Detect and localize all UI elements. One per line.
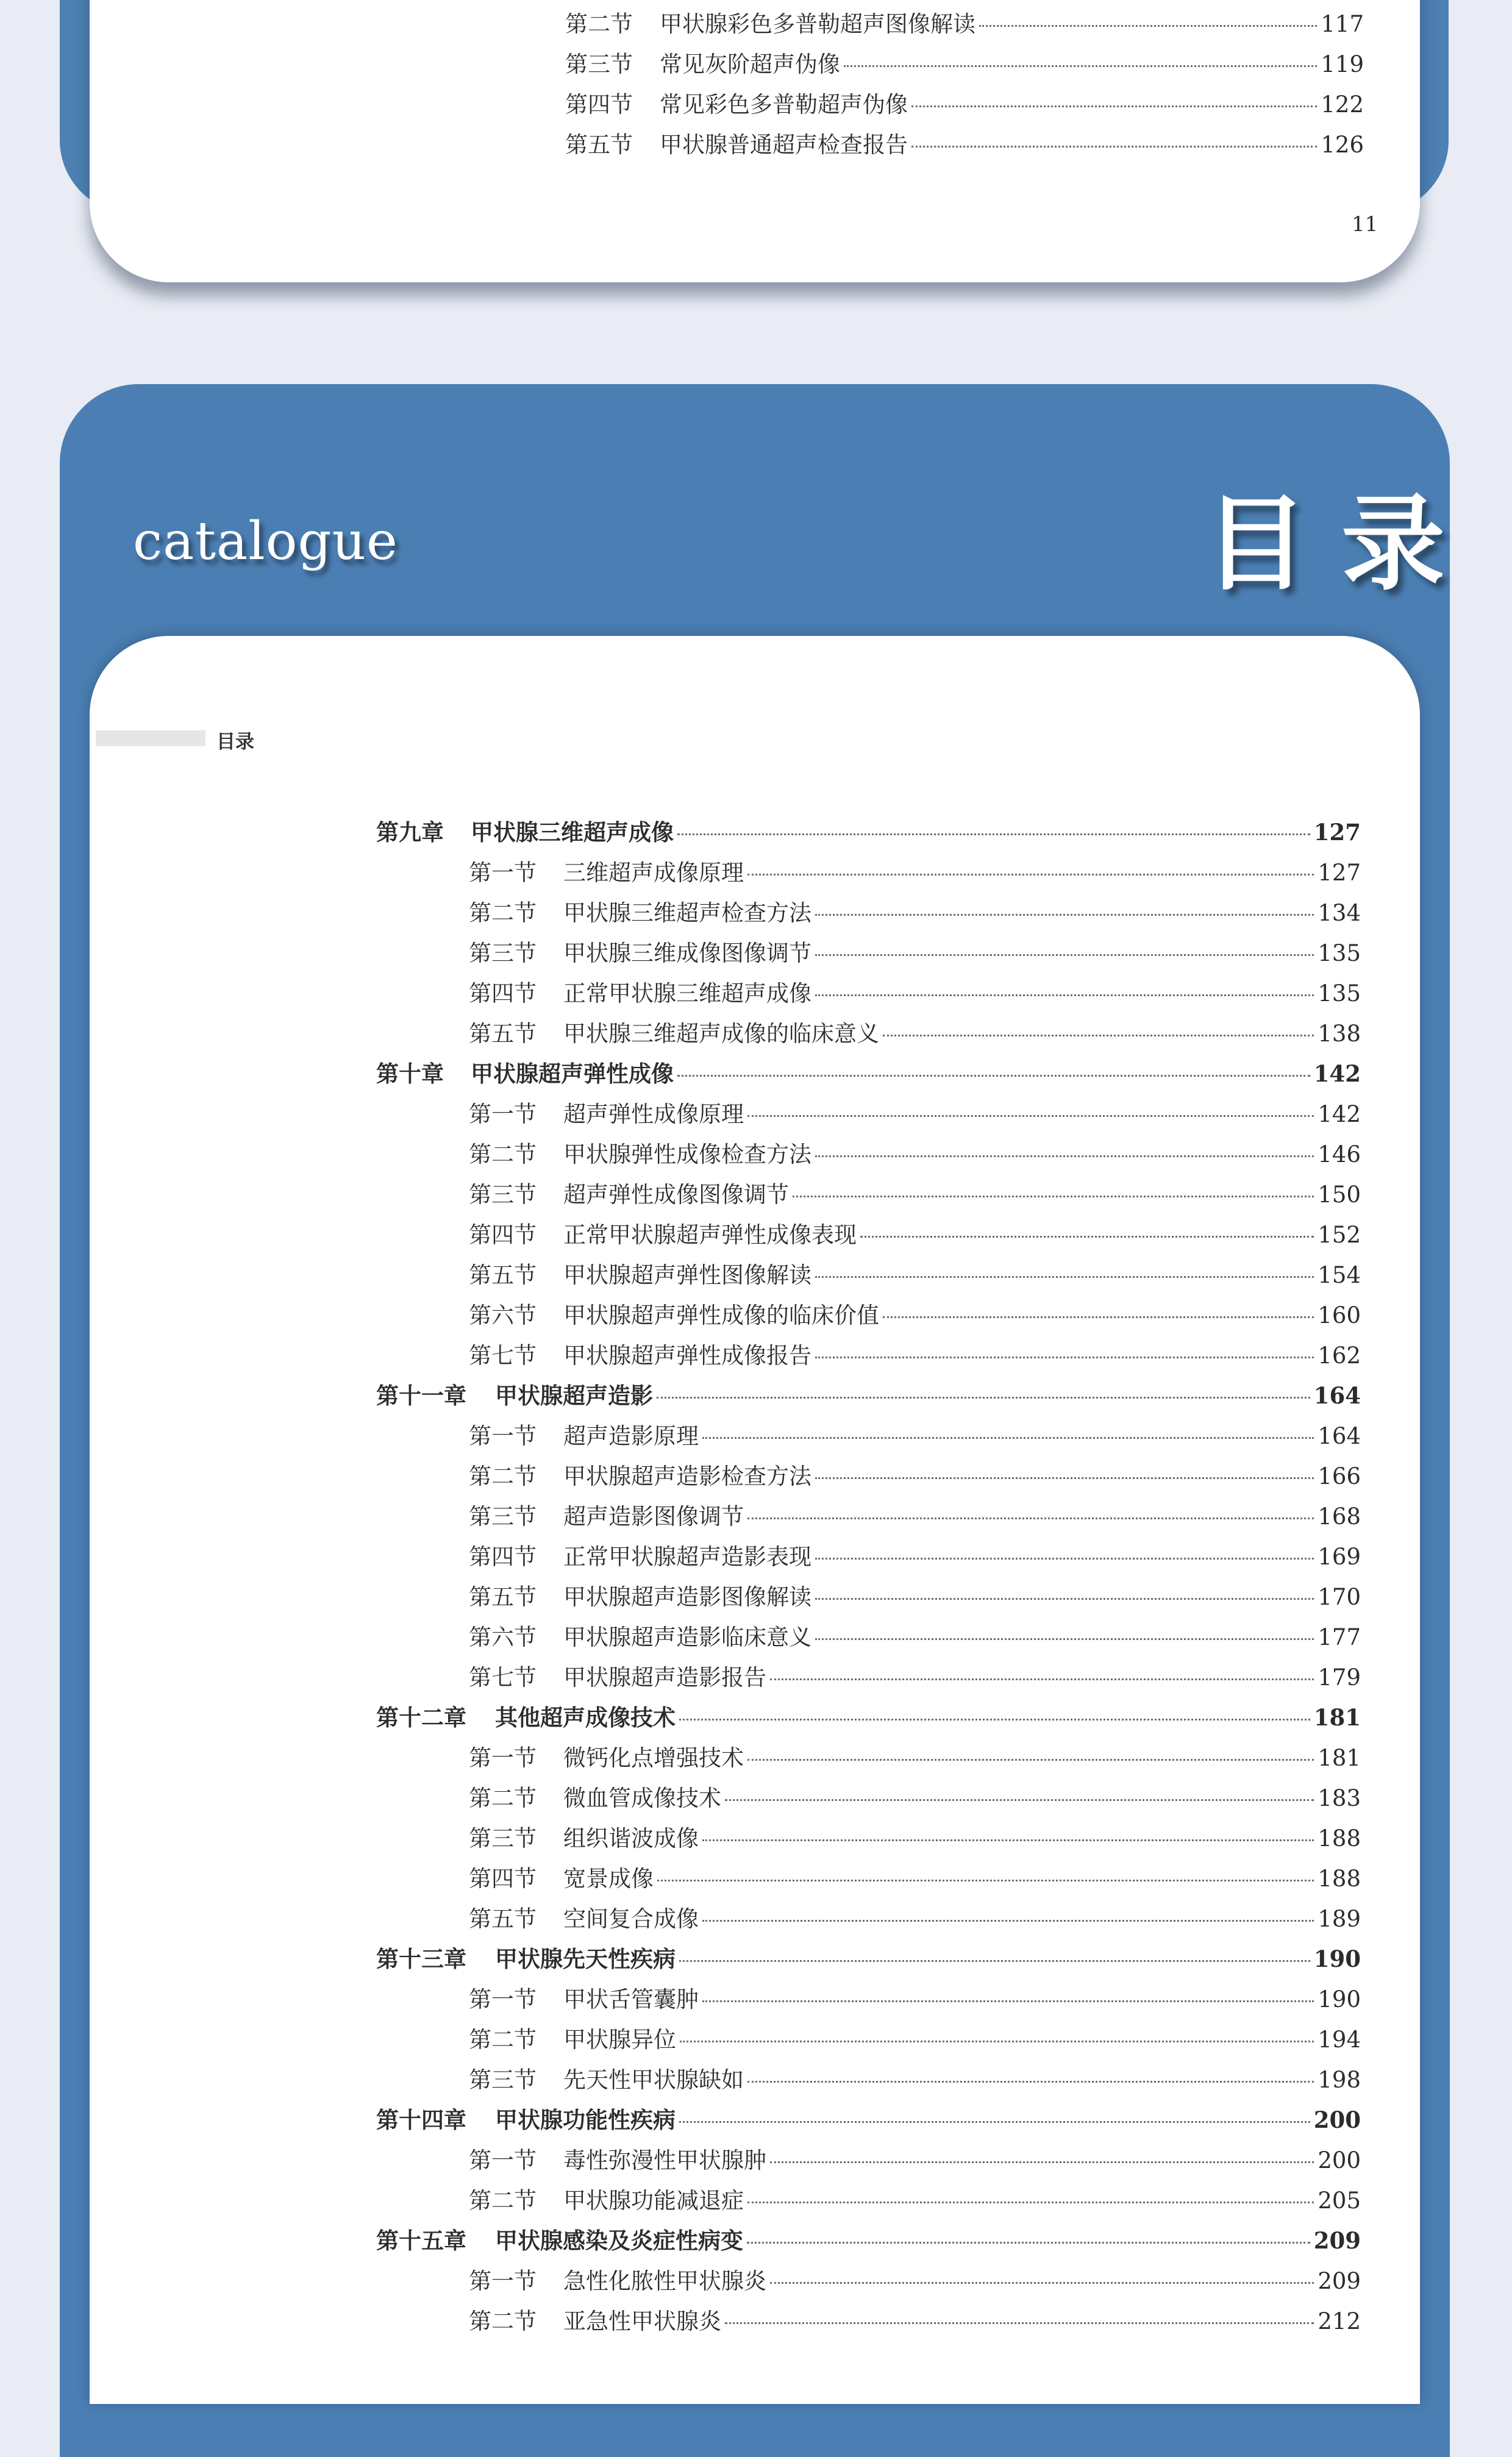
section-label: 第一节 <box>469 2268 537 2294</box>
section-title: 甲状腺普通超声检查报告 <box>660 132 908 158</box>
section-label: 第五节 <box>469 1262 537 1288</box>
chapter-label: 第十三章 <box>376 1945 466 1972</box>
page-number: 190 <box>1318 1986 1361 2013</box>
toc-chapter-row <box>376 1699 1361 1739</box>
leader-dots <box>702 1920 1314 1922</box>
section-label: 第六节 <box>469 1302 537 1328</box>
toc-section-row <box>376 2182 1361 2222</box>
page-number: 127 <box>1313 819 1361 846</box>
page-number: 179 <box>1318 1664 1361 1691</box>
section-label: 第四节 <box>469 1222 537 1248</box>
section-title: 甲状腺功能减退症 <box>563 2188 744 2214</box>
page-number: 164 <box>1313 1382 1361 1409</box>
toc-section-row <box>376 1176 1361 1216</box>
section-label: 第一节 <box>469 1745 537 1771</box>
toc-section-row <box>376 2061 1361 2102</box>
chapter-label: 第九章 <box>376 819 444 846</box>
leader-dots <box>677 1075 1310 1077</box>
section-title: 甲状腺三维超声检查方法 <box>563 900 811 926</box>
toc-section-row <box>474 0 1364 5</box>
leader-dots <box>815 1638 1314 1640</box>
leader-dots <box>679 1960 1310 1962</box>
page-number: 164 <box>1318 1423 1361 1449</box>
toc-section-row <box>376 1458 1361 1498</box>
leader-dots <box>747 1517 1314 1519</box>
leader-dots <box>725 1799 1314 1801</box>
toc-section-row <box>376 1659 1361 1699</box>
section-title: 正常甲状腺三维超声成像 <box>563 980 811 1007</box>
chapter-title: 甲状腺三维超声成像 <box>471 819 674 846</box>
leader-dots <box>657 1880 1314 1881</box>
leader-dots <box>844 65 1317 67</box>
page-number: 189 <box>1318 1906 1361 1932</box>
toc-section-row <box>376 1337 1361 1377</box>
section-label: 第三节 <box>469 2067 537 2093</box>
toc-section-row <box>474 126 1364 166</box>
chapter-label: 第十二章 <box>376 1704 466 1731</box>
chapter-title: 甲状腺先天性疾病 <box>495 1945 676 1972</box>
section-title: 常见彩色多普勒超声伪像 <box>660 91 908 118</box>
catalogue-heading: catalogue <box>133 511 398 572</box>
page-number: 160 <box>1318 1302 1361 1328</box>
section-label: 第一节 <box>469 860 537 886</box>
chapter-title: 甲状腺超声弹性成像 <box>471 1060 674 1087</box>
leader-dots <box>702 1437 1314 1439</box>
section-label: 第一节 <box>469 1986 537 2013</box>
page-number: 190 <box>1313 1945 1361 1972</box>
section-title: 甲状腺三维成像图像调节 <box>563 940 811 966</box>
leader-dots <box>770 2282 1314 2284</box>
section-title: 常见灰阶超声伪像 <box>660 51 840 77</box>
chapter-title: 甲状腺功能性疾病 <box>495 2106 676 2133</box>
section-title: 甲状腺超声造影图像解读 <box>563 1584 811 1610</box>
leader-dots <box>725 2322 1314 2324</box>
leader-dots <box>680 2041 1314 2042</box>
page-number: 135 <box>1318 980 1361 1007</box>
running-head-bar <box>96 730 205 746</box>
toc-section-row <box>376 1780 1361 1820</box>
section-label: 第二节 <box>565 11 633 37</box>
page-number: 212 <box>1318 2308 1361 2334</box>
page-number: 135 <box>1318 940 1361 966</box>
section-title: 甲状腺超声弹性图像解读 <box>563 1262 811 1288</box>
previous-page-toc <box>474 0 1364 166</box>
section-title: 甲状腺超声造影临床意义 <box>563 1624 811 1650</box>
previous-page-card <box>90 0 1420 282</box>
section-label: 第五节 <box>469 1021 537 1047</box>
section-label: 第五节 <box>469 1906 537 1932</box>
section-label: 第三节 <box>469 940 537 966</box>
section-label: 第七节 <box>469 1343 537 1369</box>
toc-section-row <box>376 935 1361 975</box>
leader-dots <box>860 1236 1314 1238</box>
toc-section-row <box>376 1739 1361 1780</box>
page-number: 183 <box>1318 1785 1361 1811</box>
chapter-label: 第十章 <box>376 1060 444 1087</box>
page-number: 152 <box>1318 1222 1361 1248</box>
chapter-label: 第十一章 <box>376 1382 466 1409</box>
section-label: 第三节 <box>469 1825 537 1852</box>
page-number: 170 <box>1318 1584 1361 1610</box>
section-title: 正常甲状腺超声弹性成像表现 <box>563 1222 857 1248</box>
chapter-title: 其他超声成像技术 <box>495 1704 676 1731</box>
section-label: 第二节 <box>469 900 537 926</box>
section-label: 第六节 <box>469 1624 537 1650</box>
toc-section-row <box>474 46 1364 86</box>
chapter-title: 甲状腺超声造影 <box>495 1382 653 1409</box>
toc-section-row <box>376 1297 1361 1337</box>
toc-chapter-row <box>376 1377 1361 1417</box>
section-title: 先天性甲状腺缺如 <box>563 2067 744 2093</box>
section-label: 第四节 <box>469 980 537 1007</box>
leader-dots <box>815 994 1314 996</box>
toc-section-row <box>376 2021 1361 2061</box>
leader-dots <box>883 1035 1314 1036</box>
section-label: 第二节 <box>469 2027 537 2053</box>
toc-section-row <box>376 1578 1361 1619</box>
chapter-title: 甲状腺感染及炎症性病变 <box>495 2227 743 2254</box>
toc-section-row <box>376 1538 1361 1578</box>
toc-section-row <box>474 5 1364 46</box>
table-of-contents <box>376 814 1361 2343</box>
section-title: 甲状腺三维超声成像的临床意义 <box>563 1021 879 1047</box>
section-title: 甲状腺超声造影报告 <box>563 1664 766 1691</box>
page-number: 188 <box>1318 1866 1361 1892</box>
page-number: 169 <box>1318 1544 1361 1570</box>
leader-dots <box>883 1316 1314 1318</box>
page-number: 126 <box>1321 132 1364 158</box>
section-title: 微钙化点增强技术 <box>563 1745 744 1771</box>
toc-section-row <box>474 86 1364 126</box>
section-title: 空间复合成像 <box>563 1906 699 1932</box>
section-title: 超声弹性成像图像调节 <box>563 1182 789 1208</box>
toc-section-row <box>376 1619 1361 1659</box>
section-title: 急性化脓性甲状腺炎 <box>563 2268 766 2294</box>
leader-dots <box>911 146 1317 148</box>
page-number: 122 <box>1321 91 1364 118</box>
page-number: 142 <box>1313 1060 1361 1087</box>
toc-section-row <box>376 2142 1361 2182</box>
toc-section-row <box>376 1981 1361 2021</box>
section-title: 甲状腺超声造影检查方法 <box>563 1463 811 1489</box>
toc-section-row <box>376 2263 1361 2303</box>
leader-dots <box>815 1155 1314 1157</box>
leader-dots <box>747 2202 1314 2203</box>
toc-section-row <box>376 854 1361 894</box>
section-label: 第四节 <box>469 1544 537 1570</box>
page-number: 117 <box>1321 11 1364 37</box>
leader-dots <box>979 25 1317 27</box>
toc-page-card <box>90 636 1420 2404</box>
section-title: 三维超声成像原理 <box>563 860 744 886</box>
toc-section-row <box>376 1216 1361 1257</box>
section-title: 正常甲状腺超声造影表现 <box>563 1544 811 1570</box>
page-number: 177 <box>1318 1624 1361 1650</box>
section-label: 第三节 <box>469 1182 537 1208</box>
section-title: 宽景成像 <box>563 1866 654 1892</box>
leader-dots <box>677 833 1310 835</box>
section-title: 甲状腺超声弹性成像报告 <box>563 1343 811 1369</box>
section-title: 微血管成像技术 <box>563 1785 721 1811</box>
section-label: 第二节 <box>469 1785 537 1811</box>
page-number: 198 <box>1318 2067 1361 2093</box>
toc-section-row <box>376 1498 1361 1538</box>
leader-dots <box>815 954 1314 956</box>
leader-dots <box>679 2121 1310 2123</box>
running-head: 目录 <box>216 731 254 753</box>
leader-dots <box>702 1839 1314 1841</box>
leader-dots <box>770 1678 1314 1680</box>
page-number: 146 <box>1318 1141 1361 1168</box>
page-number: 127 <box>1318 860 1361 886</box>
section-label: 第七节 <box>469 1664 537 1691</box>
leader-dots <box>770 2161 1314 2163</box>
page-number: 209 <box>1313 2227 1361 2254</box>
toc-section-row <box>376 1820 1361 1860</box>
leader-dots <box>815 1357 1314 1358</box>
toc-section-row <box>376 1136 1361 1176</box>
leader-dots <box>815 1477 1314 1479</box>
leader-dots <box>815 1598 1314 1600</box>
chapter-label: 第十五章 <box>376 2227 466 2254</box>
section-title: 甲状腺彩色多普勒超声图像解读 <box>660 11 975 37</box>
leader-dots <box>815 1276 1314 1278</box>
section-title: 超声造影图像调节 <box>563 1503 744 1530</box>
page-number: 150 <box>1318 1182 1361 1208</box>
section-label: 第二节 <box>469 2308 537 2334</box>
section-label: 第五节 <box>469 1584 537 1610</box>
section-label: 第三节 <box>469 1503 537 1530</box>
page-number: 166 <box>1318 1463 1361 1489</box>
toc-chapter-row <box>376 1055 1361 1096</box>
page-number: 162 <box>1318 1343 1361 1369</box>
page-number: 200 <box>1313 2106 1361 2133</box>
leader-dots <box>747 1115 1314 1117</box>
toc-section-row <box>376 975 1361 1015</box>
leader-dots <box>679 1719 1310 1721</box>
leader-dots <box>657 1397 1310 1399</box>
toc-section-row <box>376 1417 1361 1458</box>
leader-dots <box>815 1558 1314 1560</box>
section-title: 甲状腺弹性成像检查方法 <box>563 1141 811 1168</box>
section-label: 第一节 <box>469 1423 537 1449</box>
leader-dots <box>911 105 1317 107</box>
section-title: 亚急性甲状腺炎 <box>563 2308 721 2334</box>
page-number: 134 <box>1318 900 1361 926</box>
section-title: 甲状腺异位 <box>563 2027 676 2053</box>
page-number: 154 <box>1318 1262 1361 1288</box>
page-number: 119 <box>1321 51 1364 77</box>
page-number: 142 <box>1318 1101 1361 1127</box>
leader-dots <box>702 2000 1314 2002</box>
previous-page-number: 11 <box>1352 212 1378 237</box>
chapter-label: 第十四章 <box>376 2106 466 2133</box>
toc-section-row <box>376 2303 1361 2343</box>
section-label: 第二节 <box>469 1141 537 1168</box>
section-label: 第四节 <box>565 91 633 118</box>
toc-section-row <box>376 1900 1361 1941</box>
page-number: 209 <box>1318 2268 1361 2294</box>
leader-dots <box>747 2081 1314 2083</box>
toc-section-row <box>376 1096 1361 1136</box>
section-label: 第四节 <box>469 1866 537 1892</box>
section-title: 组织谐波成像 <box>563 1825 699 1852</box>
page-number: 188 <box>1318 1825 1361 1852</box>
section-title: 甲状腺超声弹性成像的临床价值 <box>563 1302 879 1328</box>
toc-chapter-row <box>376 2102 1361 2142</box>
toc-chapter-row <box>376 1941 1361 1981</box>
page-number: 181 <box>1318 1745 1361 1771</box>
section-label: 第五节 <box>565 132 633 158</box>
leader-dots <box>747 2242 1310 2244</box>
toc-chapter-row <box>376 2222 1361 2263</box>
section-label: 第二节 <box>469 1463 537 1489</box>
page-number: 200 <box>1318 2147 1361 2174</box>
toc-section-row <box>376 1860 1361 1900</box>
section-label: 第一节 <box>469 2147 537 2174</box>
page-number: 194 <box>1318 2027 1361 2053</box>
section-title: 毒性弥漫性甲状腺肿 <box>563 2147 766 2174</box>
leader-dots <box>793 1196 1314 1197</box>
section-label: 第二节 <box>469 2188 537 2214</box>
mulu-heading: 目录 <box>1204 483 1479 605</box>
section-title: 甲状舌管囊肿 <box>563 1986 699 2013</box>
toc-section-row <box>376 1257 1361 1297</box>
section-title: 超声弹性成像原理 <box>563 1101 744 1127</box>
toc-section-row <box>376 894 1361 935</box>
page-number: 138 <box>1318 1021 1361 1047</box>
leader-dots <box>747 874 1314 875</box>
leader-dots <box>747 1759 1314 1761</box>
section-label: 第一节 <box>469 1101 537 1127</box>
page-number: 205 <box>1318 2188 1361 2214</box>
section-label: 第三节 <box>565 51 633 77</box>
leader-dots <box>815 914 1314 916</box>
toc-section-row <box>376 1015 1361 1055</box>
page-number: 181 <box>1313 1704 1361 1731</box>
page-number: 168 <box>1318 1503 1361 1530</box>
toc-chapter-row <box>376 814 1361 854</box>
section-title: 超声造影原理 <box>563 1423 699 1449</box>
